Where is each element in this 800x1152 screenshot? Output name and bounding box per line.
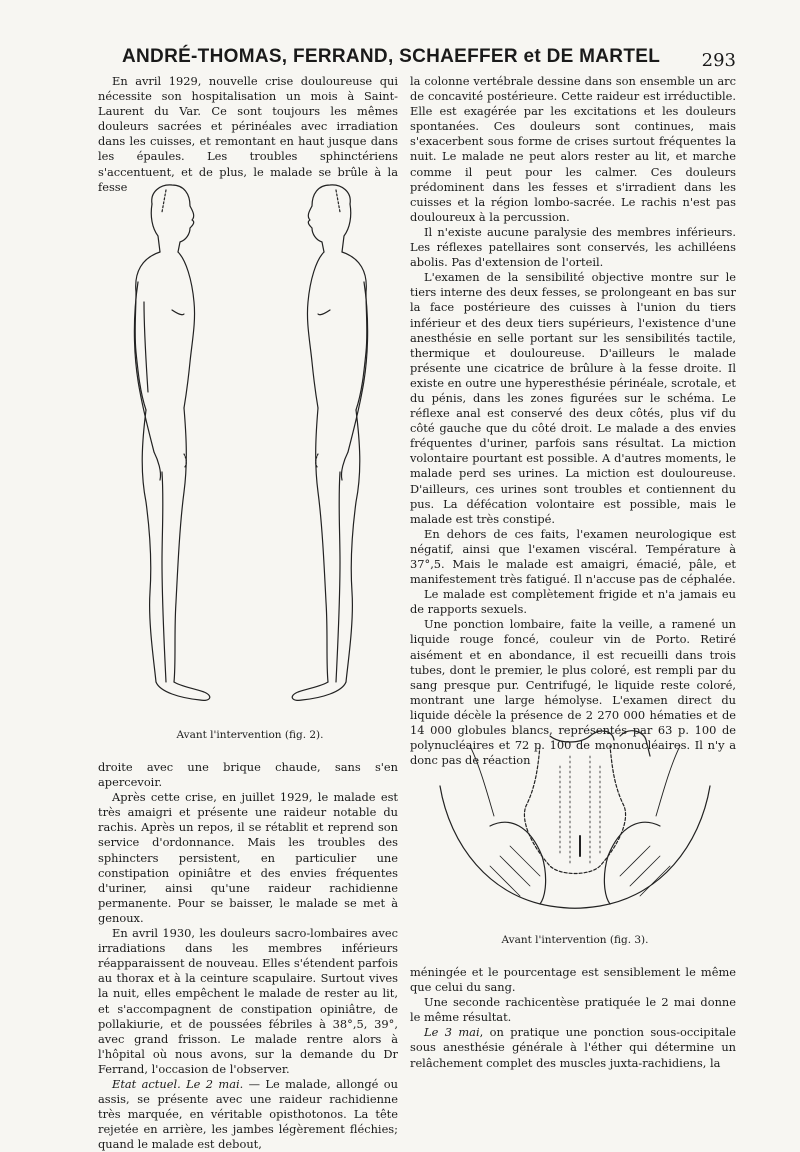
paragraph: droite avec une brique chaude, sans s'en apercevoir.: [98, 760, 398, 790]
figure-right-profile: [292, 185, 367, 700]
paragraph: la colonne vertébrale dessine dans son ensemble un arc de concavité postérieure. Cette raideur est irréductible. Elle est exagérée par les excitations et les douleurs spontanées. Ces douleurs sont continues, mais s'exacerbent sous forme de crises surtout fréquentes la nuit. Le malade ne peut alors rester au lit, et marche comme il peut pour les calmer. Ces douleurs prédominent dans les fesses et s'irradient dans les cuisses et la région lombo-sacrée. Le rachis n'est pas douloureux à la percussion.: [410, 74, 736, 224]
right-column-top-text: [410, 74, 736, 768]
paragraph: Après cette crise, en juillet 1929, le malade est très amaigri et présente une raideur notable du rachis. Après un repos, il se rétablit et reprend son service d'ordonnance. Mais les troubles des sphincters persistent, en particulier une constipation opiniâtre et des envies fréquentes d'uriner, ainsi qu'une raideur rachidienne permanente. Pour se baisser, le malade se met à genoux.: [98, 790, 398, 925]
figure-2-standing-figures: [100, 182, 400, 722]
left-column-top-text: [98, 74, 398, 195]
buttock-right: [604, 822, 660, 904]
paragraph: Il n'existe aucune paralysie des membres inférieurs. Les réflexes patellaires sont conservés, les achilléens abolis. Pas d'extension de l'orteil.: [410, 224, 736, 270]
figure-3-sensibility-schema: [430, 716, 720, 926]
paragraph: Le malade est complètement frigide et n'a jamais eu de rapports sexuels.: [410, 587, 736, 617]
paragraph: L'examen de la sensibilité objective montre sur le tiers interne des deux fesses, se prolongeant en bas sur la face postérieure des cuisses à l'union du tiers inférieur et des deux tiers supérieurs, l'existence d'une anesthésie en selle portant sur les sensibilités tactile, thermique et douloureuse. D'ailleurs le malade présente une cicatrice de brûlure à la fesse droite. Il existe en outre une hyperesthésie périnéale, scrotale, et du pénis, dans les zones figurées sur le schéma. Le réflexe anal est conservé des deux côtés, plus vif du côté gauche que du côté droit. Le malade a des envies fréquentes d'uriner, parfois sans résultat. La miction volontaire pourtant est possible. A d'autres moments, le malade perd ses urines. La miction est douloureuse. D'ailleurs, ces urines sont troubles et contiennent du pus. La défécation volontaire est possible, mais le malade est très constipé.: [410, 270, 736, 526]
date: Le 3 mai: [424, 1025, 480, 1040]
paragraph: En avril 1930, les douleurs sacro-lombaires avec irradiations dans les membres inférieurs réapparaissent de nouveau. Elles s'étendent parfois au thorax et à la ceinture scapulaire. Surtout vives la nuit, elles empêchent le malade de rester au lit, et s'accompagnent de constipation opiniâtre, de pollakiurie, et de poussées fébriles à 38°,5, 39°, avec grand frisson. Le malade rentre alors à l'hôpital où nous avons, sur la demande du Dr Ferrand, l'occasion de l'observer.: [98, 926, 398, 1076]
figure-left-profile: [134, 185, 209, 700]
right-column-bottom-text: [410, 965, 736, 1071]
body-outline: [440, 786, 710, 908]
paragraph-text: — Le malade, allongé ou assis, se présente avec une raideur rachidienne très marquée, en véritable opisthotonos. La tête rejetée en arrière, les jambes légèrement fléchies; quand le malade est debout,: [98, 1076, 398, 1152]
paragraph: Une ponction lombaire, faite la veille, a ramené un liquide rouge foncé, couleur vin de Porto. Retiré aisément et en abondance, il est recueilli dans trois tubes, dont le premier, le plus coloré, est rempli par du sang presque pur. Centrifugé, le liquide reste coloré, montrant une large hémolyse. L'examen direct du liquide décèle la présence de 2 270 000 hématies et de 14 000 globules blancs, représentés par 63 p. 100 de polynucléaires et 72 p. 100 de mononucléaires. Il n'y a donc pas de réaction: [410, 617, 736, 768]
paragraph-text: , on pratique une ponction sous-occipitale sous anesthésie générale à l'éther qui détermine un relâchement complet des muscles juxta-rachidiens, la: [410, 1025, 736, 1070]
spine-region: [524, 746, 625, 874]
paragraph: [98, 1077, 398, 1152]
section-label: Etat actuel.: [112, 1076, 181, 1091]
paragraph: méningée et le pourcentage est sensiblement le même que celui du sang.: [410, 965, 736, 995]
header-authors: ANDRÉ-THOMAS, FERRAND, SCHAEFFER et DE MARTEL: [122, 46, 661, 67]
buttock-left: [490, 822, 546, 904]
figure-2-caption: Avant l'intervention (fig. 2).: [176, 729, 324, 741]
left-column-bottom-text: [98, 760, 398, 1152]
paragraph: [410, 1025, 736, 1070]
paragraph: Une seconde rachicentèse pratiquée le 2 mai donne le même résultat.: [410, 995, 736, 1025]
page-number: 293: [701, 50, 736, 71]
date: Le 2 mai.: [186, 1076, 244, 1091]
paragraph: En dehors de ces faits, l'examen neurologique est négatif, ainsi que l'examen viscéral. Température à 37°,5. Mais le malade est amaigri, émacié, pâle, et manifestement très fatigué. Il n'accuse pas de céphalée.: [410, 526, 736, 587]
figure-3-caption: Avant l'intervention (fig. 3).: [501, 934, 649, 946]
sacral-outline: [550, 731, 614, 742]
paragraph: En avril 1929, nouvelle crise douloureuse qui nécessite son hospitalisation un mois à Saint-Laurent du Var. Ce sont toujours les mêmes douleurs sacrées et périnéales avec irradiation dans les cuisses, et remontant en haut jusque dans les épaules. Les troubles sphinctériens s'accentuent, et de plus, le malade se brûle à la fesse: [98, 74, 398, 194]
